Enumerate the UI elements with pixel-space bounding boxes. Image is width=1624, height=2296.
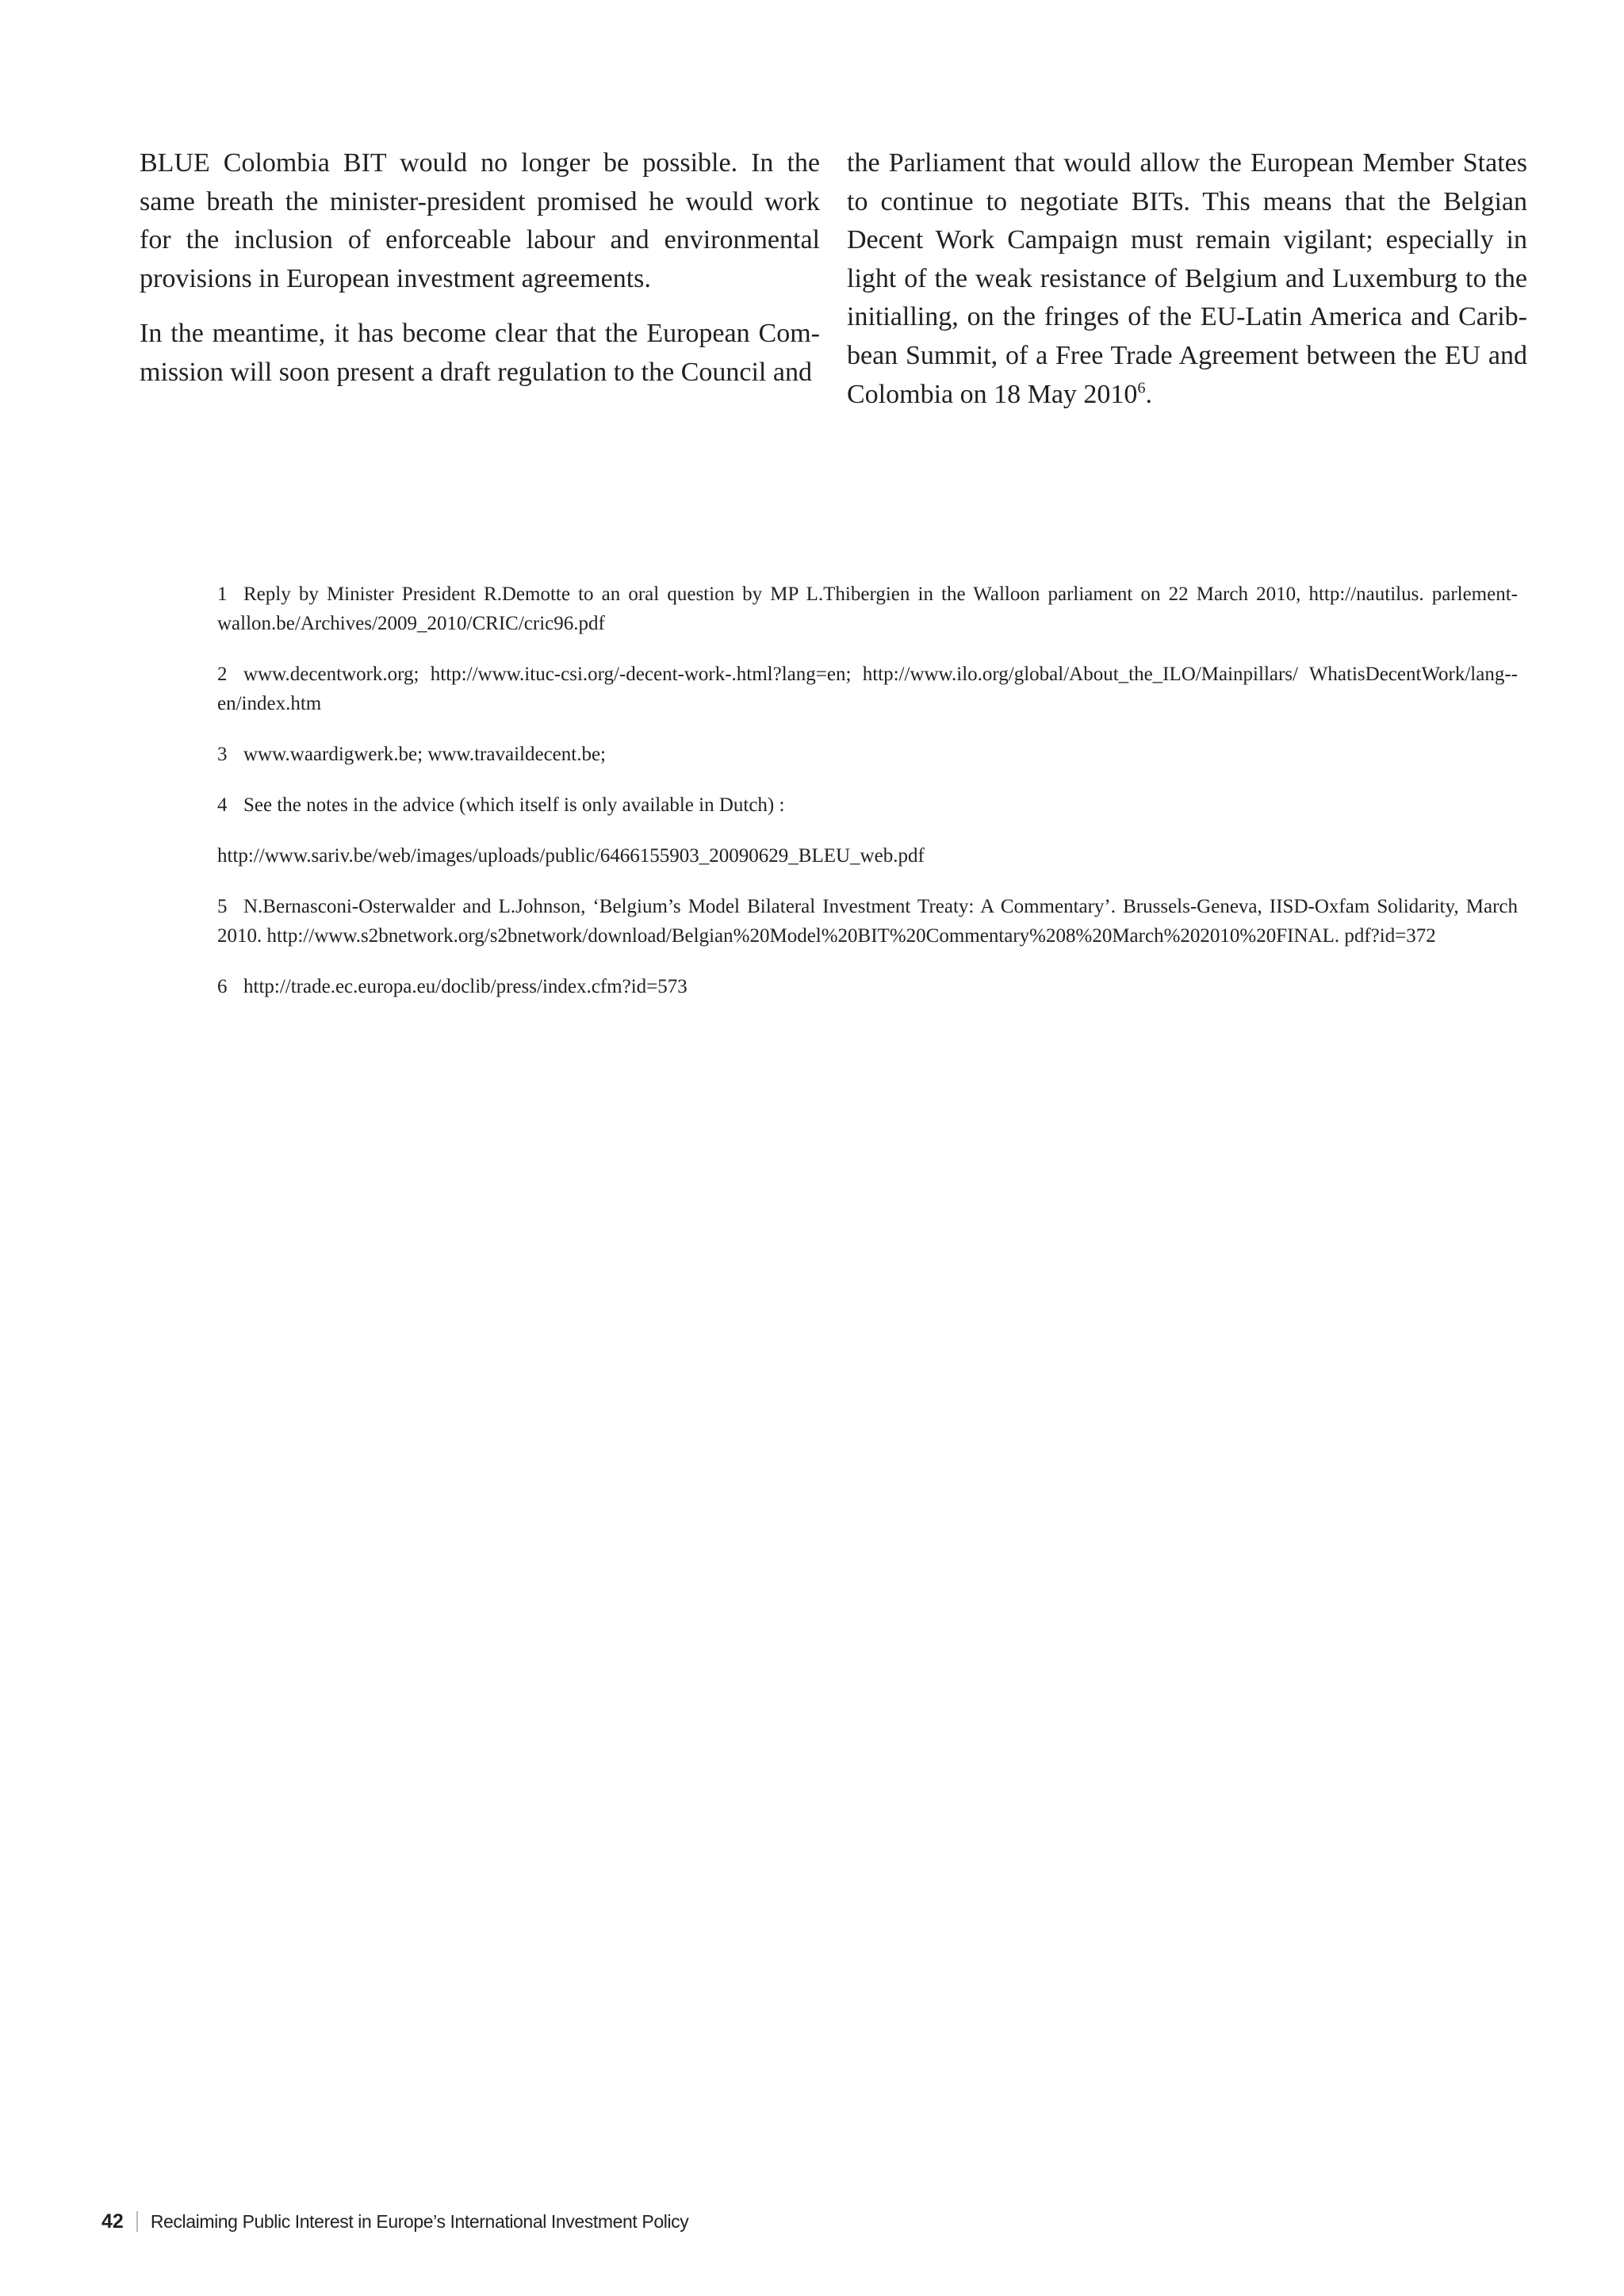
footnote-3 (217, 740, 1518, 769)
footnotes-section (217, 580, 1518, 1023)
page-footer (102, 2207, 688, 2236)
footnote-reference-6[interactable]: 6 (1137, 379, 1146, 397)
right-paragraph-1-text: the Parliament that would allow the European Member States to continue to negotiate BITs. This means that the Belgian Decent Work Campaign must remain vigilant; especially in light of the weak resistance of Belgium and Luxemburg to the initialling, on the fringes of the EU-Latin America and Carib-bean Summit, of a Free Trade Agreement between the EU and Colombia on 18 May 2010 (847, 148, 1527, 409)
footnote-number: 5 (217, 896, 228, 917)
footnote-4-link[interactable] (217, 841, 1518, 871)
footnote-number: 4 (217, 794, 228, 816)
footnote-number: 6 (217, 976, 228, 997)
footnote-6 (217, 972, 1518, 1001)
footnote-url[interactable]: http://www.sariv.be/web/images/uploads/public/6466155903_20090629_BLEU_web.pdf (217, 845, 925, 867)
footnote-text: Reply by Minister President R.Demotte to an oral question by MP L.Thibergien in the Walloon parliament on 22 March 2010, http://nautilus. parlement-wallon.be/Archives/2009_2010/CRIC/cric96.pdf (217, 584, 1518, 634)
page-number: 42 (102, 2210, 124, 2233)
footnote-text: See the notes in the advice (which itself is only available in Dutch) : (243, 794, 785, 816)
footnote-text: N.Bernasconi-Osterwalder and L.Johnson, ‘Belgium’s Model Bilateral Investment Treaty: A Commentary’. Brussels-Geneva, IISD-Oxfam Solidarity, March 2010. http://www.s2bnetwork.org/s2bnetwork/download/Belgian%20Model%20BIT%20Commentary%208%20March%202010%20FINAL. pdf?id=372 (217, 896, 1518, 947)
footnote-text: www.decentwork.org; http://www.ituc-csi.org/-decent-work-.html?lang=en; http://www.ilo.org/global/About_the_ILO/Mainpillars/ WhatisDecentWork/lang--en/index.htm (217, 664, 1518, 714)
footer-divider (136, 2211, 138, 2232)
footnote-number: 1 (217, 584, 228, 605)
footnote-4 (217, 790, 1518, 820)
footnote-5 (217, 892, 1518, 951)
left-paragraph-1: BLUE Colombia BIT would no longer be possible. In the same breath the minister-president promised he would work for the inclusion of enforceable labour and environmental provisions in European investment agreements. (140, 148, 820, 293)
footnote-number: 3 (217, 744, 228, 765)
right-paragraph-1-end: . (1145, 379, 1152, 409)
right-paragraph-1 (847, 144, 1527, 414)
footnote-number: 2 (217, 664, 228, 685)
footnote-text: www.waardigwerk.be; www.travaildecent.be; (243, 744, 606, 765)
footnote-text[interactable]: http://trade.ec.europa.eu/doclib/press/index.cfm?id=573 (243, 976, 688, 997)
left-text-column (140, 144, 820, 409)
footnote-2 (217, 660, 1518, 718)
footnote-1 (217, 580, 1518, 638)
publication-title: Reclaiming Public Interest in Europe’s International Investment Policy (150, 2210, 689, 2232)
right-text-column (847, 144, 1527, 430)
left-paragraph-2: In the meantime, it has become clear that the European Com-mission will soon present a draft regulation to the Council and (140, 319, 820, 387)
